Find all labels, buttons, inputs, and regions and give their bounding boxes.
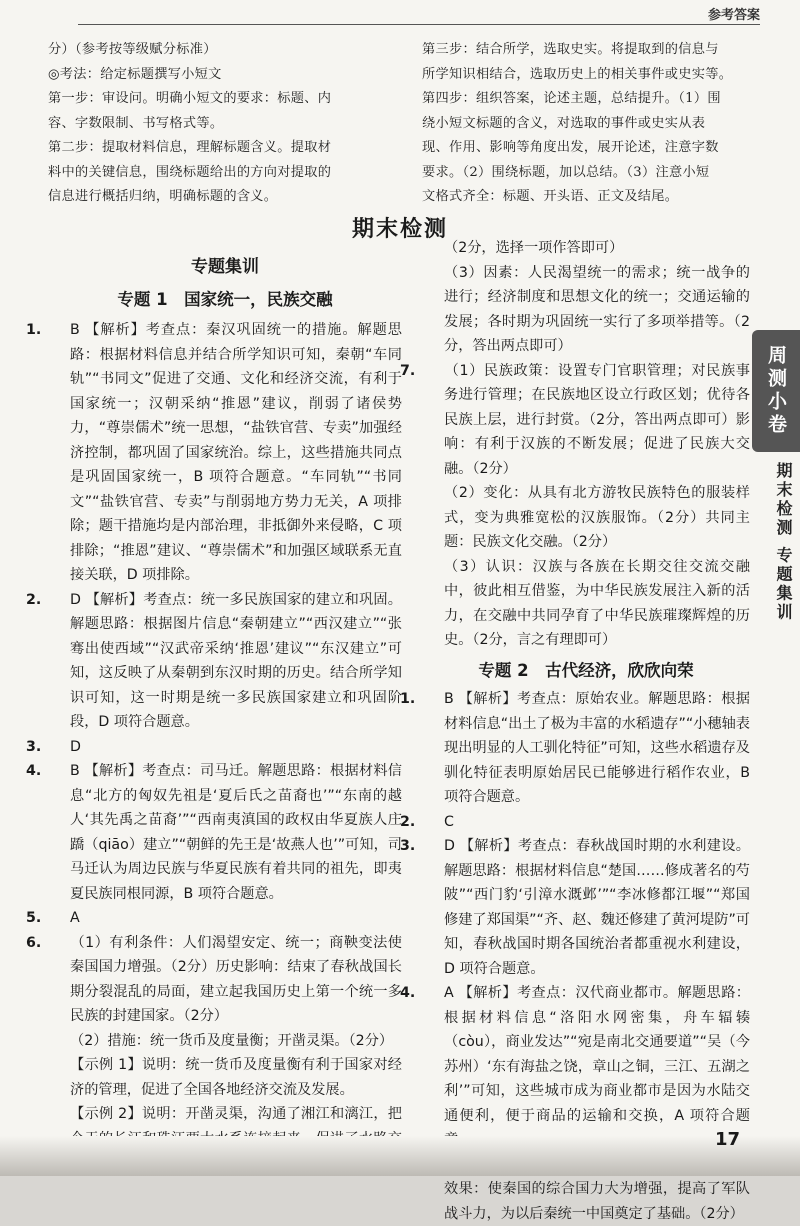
answer-text: D 【解析】考查点：统一多民族国家的建立和巩固。解题思路：根据图片信息“秦朝建立”“西汉建立”“张骞出使西域”“汉武帝采纳‘推恩’建议”“东汉建立”可知，这反映了从秦朝到东汉时期的历史。结合所学知识可知，这一时期是统一多民族国家建立和巩固阶段，D 项符合题意。 bbox=[70, 592, 402, 731]
text-line: 绕小短文标题的含义，对选取的事件或史实从表 bbox=[422, 112, 750, 137]
answer-number: 4. bbox=[422, 981, 444, 1006]
sub-title: 专题集训 bbox=[48, 252, 402, 277]
right-answer-column bbox=[422, 236, 750, 1226]
top-right-column bbox=[422, 38, 750, 210]
answer-text: A bbox=[70, 910, 80, 926]
text-line: 现、作用、影响等角度出发，展开论述，注意字数 bbox=[422, 136, 750, 161]
answer-item bbox=[422, 810, 750, 835]
page-number: 17 bbox=[715, 1129, 740, 1150]
answer-text: D bbox=[70, 739, 81, 755]
section-title: 期末检测 bbox=[0, 212, 800, 243]
answer-text: （1）民族政策：设置专门官职管理；对民族事务进行管理；在民族地区设立行政区划；优待各民族上层，进行封赏。（2分，答出两点即可）影响：有利于汉族的不断发展；促进了民族大交融。（2分） bbox=[444, 363, 750, 477]
text-line: ◎考法：给定标题撰写小短文 bbox=[48, 63, 402, 88]
answer-text: B 【解析】考查点：原始农业。解题思路：根据材料信息“出土了极为丰富的水稻遗存”“小穗轴表现出明显的人工驯化特征”可知，这些水稻遗存及驯化特征表明原始居民已能够进行稻作农业，B 项符合题意。 bbox=[444, 691, 750, 805]
answer-text: （3）因素：人民渴望统一的需求；统一战争的进行；经济制度和思想文化的统一；交通运输的发展；各时期为巩固统一实行了多项举措等。（2分，答出两点即可） bbox=[444, 265, 750, 355]
header-title: 参考答案 bbox=[708, 4, 760, 23]
answer-item bbox=[422, 981, 750, 1153]
answer-item bbox=[48, 318, 402, 588]
text-line: 第四步：组织答案，论述主题，总结提升。（1）围 bbox=[422, 87, 750, 112]
answer-text: C bbox=[444, 814, 454, 830]
text-line: 信息进行概括归纳，明确标题的含义。 bbox=[48, 185, 402, 210]
text-line: 分）（参考按等级赋分标准） bbox=[48, 38, 402, 63]
header-rule bbox=[78, 24, 760, 25]
answer-item bbox=[48, 931, 402, 1029]
answer-item bbox=[422, 236, 750, 261]
text-line: 第三步：结合所学，选取史实。将提取到的信息与 bbox=[422, 38, 750, 63]
text-line: 第二步：提取材料信息，理解标题含义。提取材 bbox=[48, 136, 402, 161]
answer-text: B 【解析】考查点：司马迁。解题思路：根据材料信息“北方的匈奴先祖是‘夏后氏之苗裔也’”“东南的越人‘其先禹之苗裔’”“西南夷滇国的政权由华夏族人庄蹻（qiāo）建立”“朝鲜的先王是‘故燕人也’”可知，司马迁认为周边民族与华夏民族有着共同的祖先，即夷夏民族同根同源，B 项符合题意。 bbox=[70, 763, 402, 902]
answer-item bbox=[422, 261, 750, 359]
answer-number: 6. bbox=[48, 931, 70, 956]
answer-number: 4. bbox=[48, 759, 70, 784]
page-bottom-shadow bbox=[0, 1136, 800, 1176]
answer-text: 【示例 1】说明：统一货币及度量衡有利于国家对经济的管理，促进了全国各地经济交流及发展。 bbox=[70, 1057, 402, 1098]
answer-item bbox=[48, 1029, 402, 1054]
text-line: 第一步：审设问。明确小短文的要求：标题、内 bbox=[48, 87, 402, 112]
answer-text: B 【解析】考查点：秦汉巩固统一的措施。解题思路：根据材料信息并结合所学知识可知，秦朝“车同轨”“书同文”促进了交通、文化和经济交流，有利于国家统一；汉朝采纳“推恩”建议，削弱了诸侯势力，“尊崇儒术”统一思想，“盐铁官营、专卖”加强经济控制，都巩固了国家统治。综上，这些措施共同点是巩固国家统一，B 项符合题意。“车同轨”“书同文”“盐铁官营、专卖”与削弱地方势力无关，A 项排除；题干措施均是内部治理，非抵御外来侵略，C 项排除；“推恩”建议、“尊崇儒术”和加强区域联系无直接关联，D 项排除。 bbox=[70, 322, 402, 583]
answer-item bbox=[422, 555, 750, 653]
text-line: 要求。（2）围绕标题，加以总结。（3）注意小短 bbox=[422, 161, 750, 186]
topic1-title: 专题 1 国家统一，民族交融 bbox=[48, 286, 402, 310]
answer-text: （1）有利条件：人们渴望安定、统一；商鞅变法使秦国国力增强。（2分）历史影响：结束了春秋战国长期分裂混乱的局面，建立起我国历史上第一个统一多民族的封建国家。（2分） bbox=[70, 935, 402, 1025]
answer-number: 1. bbox=[48, 318, 70, 343]
topic2-title: 专题 2 古代经济，欣欣向荣 bbox=[422, 659, 750, 684]
answer-text: D 【解析】考查点：春秋战国时期的水利建设。解题思路：根据材料信息“楚国……修成著名的芍陂”“西门豹‘引漳水溉邺’”“李冰修都江堰”“郑国修建了郑国渠”“齐、赵、魏还修建了黄河堤防”可知，春秋战国时期各国统治者都重视水利建设，D 项符合题意。 bbox=[444, 838, 750, 977]
answer-number: 3. bbox=[48, 735, 70, 760]
side-tab-secondary: 期末检测 专题集训 bbox=[756, 462, 792, 623]
answer-item bbox=[48, 1053, 402, 1102]
answer-text: （2）措施：统一货币及度量衡；开凿灵渠。（2分） bbox=[70, 1033, 393, 1049]
answer-number: 5. bbox=[48, 906, 70, 931]
answer-text: （2分，选择一项作答即可） bbox=[444, 240, 623, 256]
text-line: 所学知识相结合，选取历史上的相关事件或史实等。 bbox=[422, 63, 750, 88]
answer-item bbox=[422, 834, 750, 981]
answer-item bbox=[48, 906, 402, 931]
answer-text: （3）认识：汉族与各族在长期交往交流交融中，彼此相互借鉴，为中华民族发展注入新的活力，在交融中共同孕育了中华民族璀璨辉煌的历史。（2分，言之有理即可） bbox=[444, 559, 750, 649]
answer-text: 效果：使秦国的综合国力大为增强，提高了军队战斗力，为以后秦统一中国奠定了基础。（2分） bbox=[444, 1157, 750, 1222]
answer-item bbox=[48, 588, 402, 735]
answer-text: A 【解析】考查点：汉代商业都市。解题思路：根据材料信息“洛阳水网密集，舟车辐辏（còu），商业发达”“宛是南北交通要道”“吴（今苏州）‘东有海盐之饶，章山之铜，三江、五湖之利’”可知，这些城市成为商业都市是因为水陆交通便利，便于商品的运输和交换，A 项符合题 bbox=[444, 985, 750, 1148]
answer-text: （2）变化：从具有北方游牧民族特色的服装样式，变为典雅宽松的汉族服饰。（2分）共同主题：民族文化交融。（2分） bbox=[444, 485, 750, 550]
left-answer-list bbox=[48, 318, 402, 1176]
answer-number: 3. bbox=[422, 834, 444, 859]
answer-number: 7. bbox=[422, 359, 444, 384]
answer-number: 2. bbox=[422, 810, 444, 835]
answer-number: 2. bbox=[48, 588, 70, 613]
answer-item bbox=[422, 359, 750, 482]
answer-item bbox=[48, 759, 402, 906]
text-line: 容、字数限制、书写格式等。 bbox=[48, 112, 402, 137]
top-left-column bbox=[48, 38, 402, 210]
answer-number: 1. bbox=[422, 687, 444, 712]
side-tab: 周测小卷 bbox=[752, 330, 800, 452]
answer-item bbox=[422, 481, 750, 555]
text-line: 料中的关键信息，围绕标题给出的方向对提取的 bbox=[48, 161, 402, 186]
answer-text: 【示例 2】说明：开凿灵渠，沟通了湘江和漓江，把 bbox=[70, 1106, 402, 1171]
right-answer-list-a bbox=[422, 236, 750, 653]
text-line: 文格式齐全：标题、开头语、正文及结尾。 bbox=[422, 185, 750, 210]
answer-item bbox=[422, 687, 750, 810]
answer-item bbox=[48, 735, 402, 760]
